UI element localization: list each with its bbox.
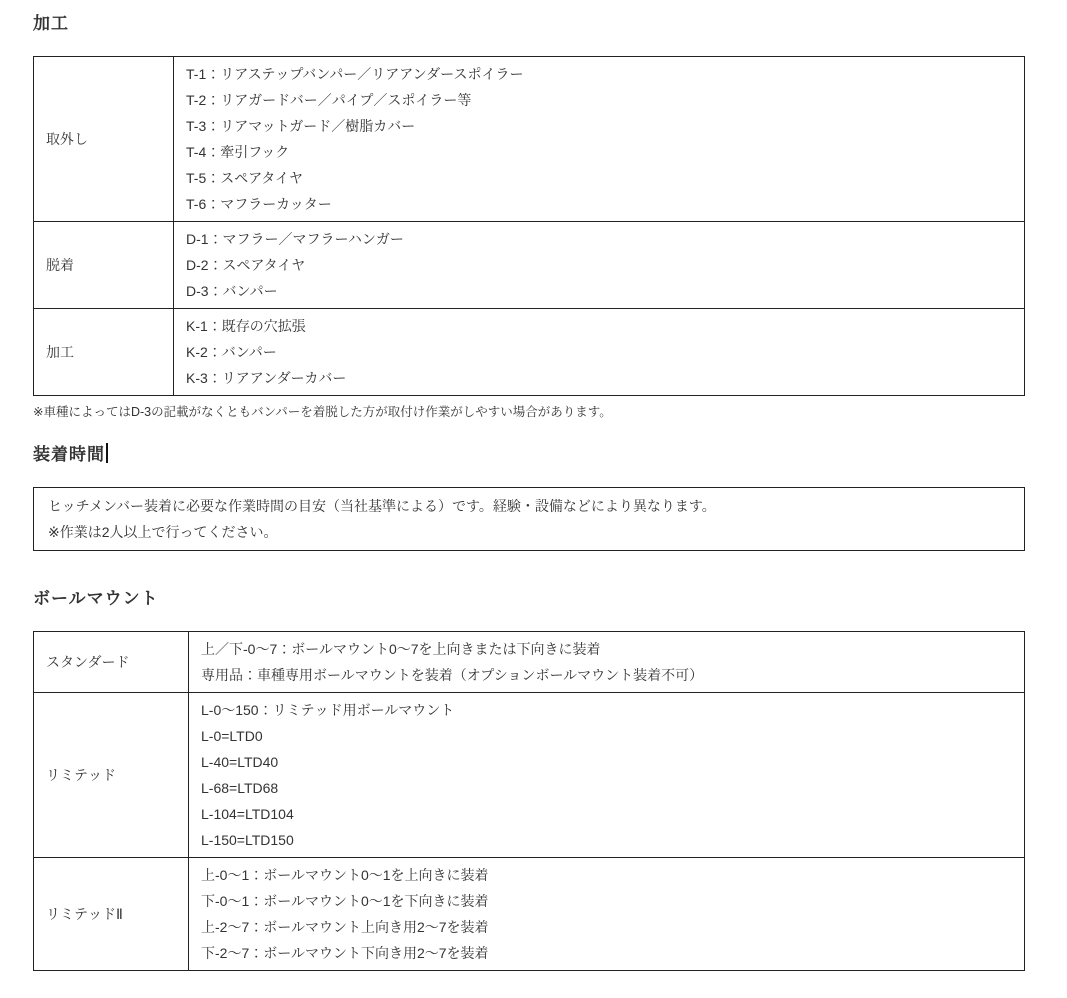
row-label-datchaku: 脱着: [34, 222, 174, 309]
table-row: [34, 632, 1025, 693]
cell-line: 専用品：車種専用ボールマウントを装着（オプションボールマウント装着不可）: [201, 667, 704, 683]
note-line: ヒッチメンバー装着に必要な作業時間の目安（当社基準による）です。経験・設備などにより異なります。: [48, 498, 716, 514]
row-items-datchaku: [174, 222, 1025, 309]
cell-line: L-40=LTD40: [201, 754, 279, 770]
section-title-kakou: 加工: [33, 14, 69, 33]
cell-line: T-6：マフラーカッター: [186, 196, 332, 212]
cell-line: D-3：バンパー: [186, 283, 278, 299]
cell-line: 上-2～7：ボールマウント上向き用2～7を装着: [201, 919, 489, 935]
row-label-standard: スタンダード: [34, 632, 189, 693]
spacer: [33, 573, 1025, 587]
cell-line: T-4：牽引フック: [186, 144, 290, 160]
row-label-torihazushi: 取外し: [34, 57, 174, 222]
row-items-kakou: [174, 309, 1025, 396]
row-items-limited2: [189, 858, 1025, 971]
cell-line: K-1：既存の穴拡張: [186, 318, 306, 334]
table-row: [34, 693, 1025, 858]
table-row: [34, 309, 1025, 396]
spacer: [33, 421, 1025, 443]
cell-line: D-2：スペアタイヤ: [186, 257, 306, 273]
row-items-standard: [189, 632, 1025, 693]
row-label-limited: リミテッド: [34, 693, 189, 858]
section-title-souchaku[interactable]: 装着時間: [33, 445, 105, 464]
kakou-footnote: ※車種によってはD-3の記載がなくともバンパーを着脱した方が取付け作業がしやすい場合があります。: [33, 405, 612, 419]
cell-line: K-2：バンパー: [186, 344, 277, 360]
ballmount-table: [33, 631, 1025, 971]
kakou-table: [33, 56, 1025, 396]
text-cursor: [106, 443, 108, 463]
cell-line: L-104=LTD104: [201, 806, 294, 822]
table-row: [34, 57, 1025, 222]
row-items-torihazushi: [174, 57, 1025, 222]
table-row: [34, 858, 1025, 971]
cell-line: 下-2～7：ボールマウント下向き用2～7を装着: [201, 945, 489, 961]
cell-line: L-0=LTD0: [201, 728, 263, 744]
cell-line: 上／下-0～7：ボールマウント0～7を上向きまたは下向きに装着: [201, 641, 601, 657]
souchaku-title-row: [33, 443, 1025, 467]
cell-line: L-150=LTD150: [201, 832, 294, 848]
cell-line: T-1：リアステップバンパー／リアアンダースポイラー: [186, 66, 524, 82]
cell-line: D-1：マフラー／マフラーハンガー: [186, 231, 404, 247]
cell-line: L-0～150：リミテッド用ボールマウント: [201, 702, 455, 718]
row-label-kakou: 加工: [34, 309, 174, 396]
cell-line: L-68=LTD68: [201, 780, 279, 796]
cell-line: T-5：スペアタイヤ: [186, 170, 303, 186]
cell-line: 上-0～1：ボールマウント0～1を上向きに装着: [201, 867, 489, 883]
spacer: [33, 551, 1025, 573]
cell-line: T-3：リアマットガード／樹脂カバー: [186, 118, 416, 134]
cell-line: T-2：リアガードバー／パイプ／スポイラー等: [186, 92, 472, 108]
cell-line: 下-0～1：ボールマウント0～1を下向きに装着: [201, 893, 489, 909]
section-title-ballmount: ボールマウント: [33, 589, 159, 608]
souchaku-note-box: [33, 487, 1025, 551]
table-row: [34, 222, 1025, 309]
row-label-limited2: リミテッドⅡ: [34, 858, 189, 971]
note-line: ※作業は2人以上で行ってください。: [48, 524, 278, 540]
row-items-limited: [189, 693, 1025, 858]
cell-line: K-3：リアアンダーカバー: [186, 370, 347, 386]
